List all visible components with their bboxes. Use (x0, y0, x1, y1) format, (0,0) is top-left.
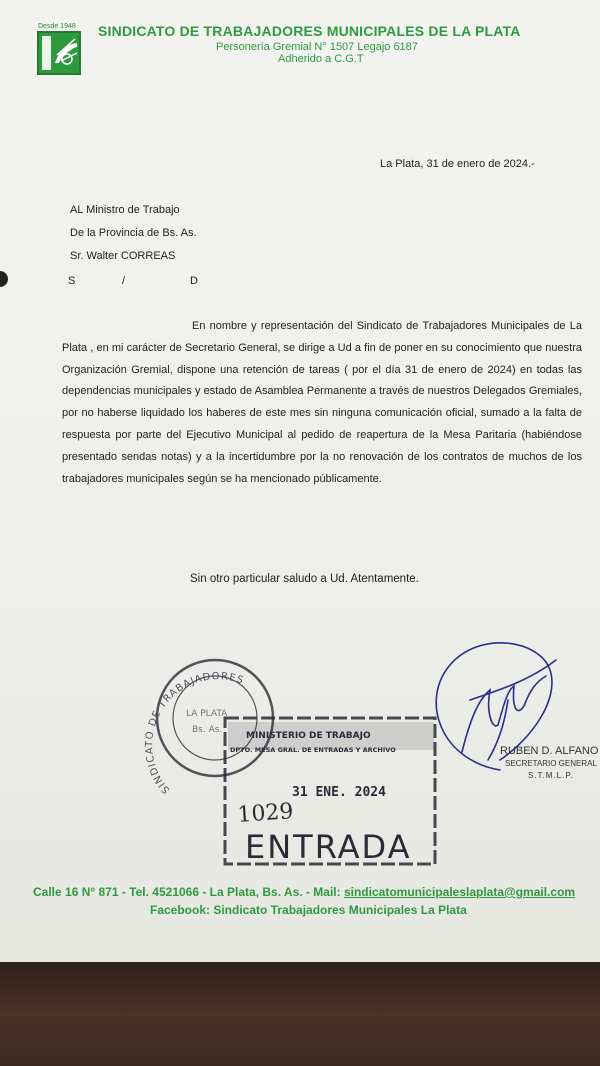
addressee-line-3: Sr. Walter CORREAS (70, 250, 176, 262)
letterhead-title: SINDICATO DE TRABAJADORES MUNICIPALES DE LA PLATA (98, 23, 521, 39)
letter-date: La Plata, 31 de enero de 2024.- (380, 158, 535, 170)
entry-stamp-line-2: DPTO. MESA GRAL. DE ENTRADAS Y ARCHIVO (230, 746, 396, 754)
footer-contact (33, 885, 575, 899)
addressee-line-2: De la Provincia de Bs. As. (70, 227, 197, 239)
footer-mail-label: Mail: (313, 885, 341, 899)
round-stamp-inner-2: Bs. As. (192, 725, 223, 735)
signatory-name: RUBEN D. ALFANO (500, 745, 599, 757)
logo-since-label: Desde 1948 (38, 23, 76, 30)
table-surface (0, 962, 600, 1066)
footer-facebook: Facebook: Sindicato Trabajadores Municipales La Plata (150, 903, 467, 917)
round-stamp-inner-1: LA PLATA (186, 709, 228, 719)
letterhead-affiliation: Adherido a C.G.T (278, 53, 364, 65)
letter-closing: Sin otro particular saludo a Ud. Atentamente. (190, 573, 419, 585)
letter-body: En nombre y representación del Sindicato de Trabajadores Municipales de La Plata , en mi carácter de Secretario General, se dirige a Ud a fin de poner en su conocimiento que nuestra Organización Gremial, dispone una retención de tareas ( por el día 31 de enero de 2024) en todas las dependencias municipales y estado de Asamblea Permanente a través de nuestros Delegados Gremiales, por no haberse liquidado los haberes de este mes sin ninguna comunicación oficial, sumado a la falta de respuesta por parte del Ejecutivo Municipal al pedido de reapertura de la Mesa Paritaria (habiéndose presentado sendas notas) y a la incertidumbre por la no renovación de los contratos de muchos de los trabajadores municipales según se ha mencionado públicamente. (62, 320, 582, 485)
entry-stamp-date: 31 ENE. 2024 (292, 785, 386, 800)
signatory-org: S.T.M.L.P. (528, 771, 574, 780)
entry-stamp (225, 718, 435, 866)
addressee-line-1: AL Ministro de Trabajo (70, 204, 180, 216)
entry-stamp-number: 1029 (236, 799, 295, 828)
letterhead-subtitle: Personería Gremial N° 1507 Legajo 6187 (216, 41, 418, 53)
round-stamp-ring-text: SINDICATO DE TRABAJADORES (144, 671, 246, 796)
footer-address: Calle 16 N° 871 - Tel. 4521066 - La Plata, Bs. As. - (33, 885, 310, 899)
entry-stamp-label: ENTRADA (245, 828, 412, 866)
signatory-role: SECRETARIO GENERAL (505, 759, 597, 768)
addressee-s: S (68, 275, 76, 287)
entry-stamp-line-1: MINISTERIO DE TRABAJO (246, 731, 371, 741)
addressee-slash: / (122, 275, 126, 287)
addressee-d: D (190, 275, 198, 287)
footer-mail-link[interactable]: sindicatomunicipaleslaplata@gmail.com (343, 885, 576, 899)
